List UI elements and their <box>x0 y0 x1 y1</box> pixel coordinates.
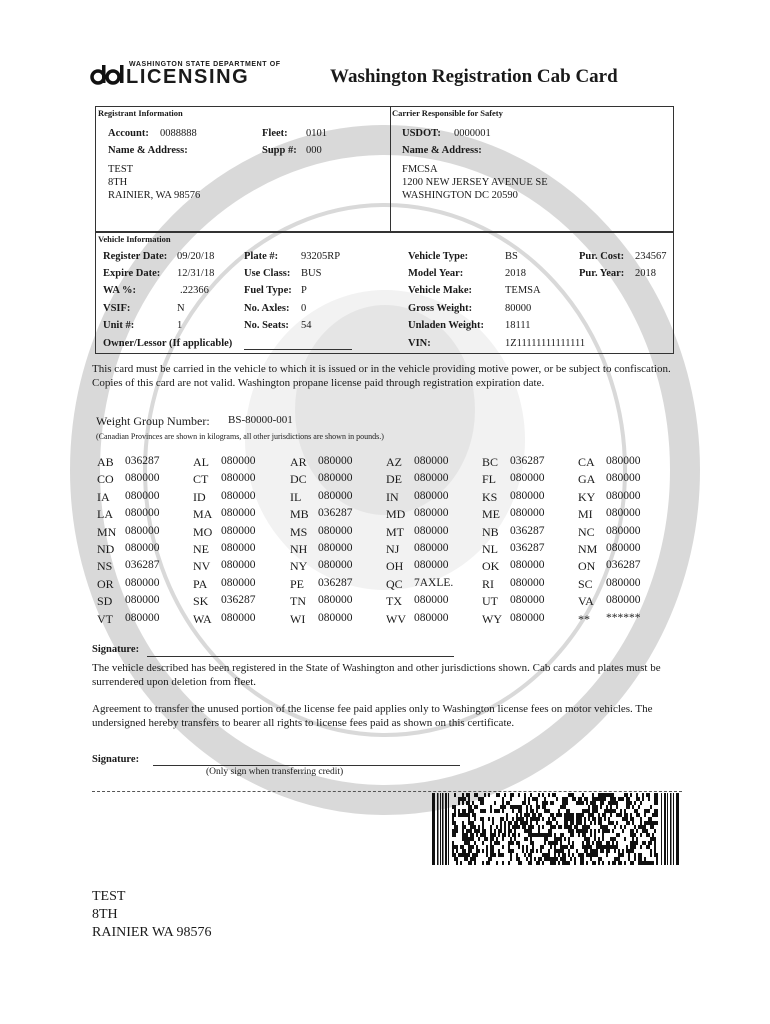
jurisdiction-weight: 080000 <box>606 472 641 485</box>
purchase-cost-value: 234567 <box>635 251 667 262</box>
jurisdiction-weight: 080000 <box>606 524 641 537</box>
jurisdiction-weight: 080000 <box>318 594 353 607</box>
jurisdiction-code: VA <box>578 594 594 609</box>
vin-label: VIN: <box>408 338 431 349</box>
jurisdiction-code: NM <box>578 542 598 556</box>
jurisdiction-code: AR <box>290 455 307 469</box>
surrender-notice: The vehicle described has been registered in the State of Washington and other jurisdictions shown. Cab cards and plates must be surrendered upon deletion from fleet. <box>92 662 661 688</box>
jurisdiction-code: KY <box>578 489 596 504</box>
use-class-value: BUS <box>301 268 322 279</box>
jurisdiction-code: SD <box>97 594 113 609</box>
jurisdiction-code: CT <box>193 472 209 487</box>
jurisdiction-weight: 7AXLE. <box>414 576 454 589</box>
owner-lessor-label: Owner/Lessor (If applicable) <box>103 338 233 349</box>
usdot-label: USDOT: <box>402 128 441 139</box>
jurisdiction-weight: 080000 <box>318 455 353 467</box>
plate-label: Plate #: <box>244 251 279 262</box>
register-date-label: Register Date: <box>103 251 168 262</box>
jurisdiction-code: WA <box>193 611 212 626</box>
jurisdiction-weight: 036287 <box>606 559 641 572</box>
jurisdiction-code: MO <box>193 524 213 539</box>
jurisdiction-code: CO <box>97 472 114 487</box>
jurisdiction-code: OK <box>482 559 500 574</box>
jurisdiction-code: NL <box>482 542 498 556</box>
jurisdiction-weight: 080000 <box>606 455 641 467</box>
unladen-weight-label: Unladen Weight: <box>408 320 484 331</box>
transfer-agreement: Agreement to transfer the unused portion of the license fee paid applies only to Washington license fees on motor vehicles. The undersigned hereby transfers to bearer all rights to license fees paid as shown on this certificate. <box>92 703 653 729</box>
jurisdiction-weight: 036287 <box>510 524 545 537</box>
fleet-value: 0101 <box>306 128 327 139</box>
wa-percent-label: WA %: <box>103 285 136 296</box>
register-date-value: 09/20/18 <box>177 251 215 262</box>
axles-label: No. Axles: <box>244 303 290 314</box>
fuel-type-label: Fuel Type: <box>244 285 292 296</box>
jurisdiction-weight: 080000 <box>125 576 160 589</box>
jurisdiction-weight: 080000 <box>606 542 641 554</box>
axles-value: 0 <box>301 303 307 314</box>
registrant-heading: Registrant Information <box>98 108 183 118</box>
jurisdiction-weight: 080000 <box>125 542 160 554</box>
jurisdiction-weight: 080000 <box>221 489 256 502</box>
unit-label: Unit #: <box>103 320 135 331</box>
registrant-address-line: TEST <box>108 164 134 175</box>
jurisdiction-weight: 080000 <box>414 559 449 572</box>
jurisdiction-weight: 080000 <box>125 524 160 537</box>
jurisdiction-weight: 080000 <box>510 576 545 589</box>
use-class-label: Use Class: <box>244 268 291 279</box>
jurisdiction-weight: 080000 <box>318 472 353 485</box>
vehicle-type-label: Vehicle Type: <box>408 251 469 262</box>
jurisdiction-weight: 080000 <box>125 489 160 502</box>
jurisdiction-code: RI <box>482 576 494 591</box>
model-year-value: 2018 <box>505 268 526 279</box>
jurisdiction-code: GA <box>578 472 596 487</box>
jurisdiction-weight: 080000 <box>414 594 449 607</box>
jurisdiction-code: ** <box>578 611 590 626</box>
weight-group-value: BS-80000-001 <box>228 414 293 426</box>
owner-lessor-line <box>244 349 352 350</box>
jurisdiction-code: NS <box>97 559 113 574</box>
weight-group-label: Weight Group Number: <box>96 414 210 428</box>
gross-weight-label: Gross Weight: <box>408 303 473 314</box>
jurisdiction-code: OH <box>386 559 404 574</box>
jurisdiction-weight: 080000 <box>221 455 256 467</box>
jurisdiction-code: IN <box>386 489 399 504</box>
vin-value: 1Z11111111111111 <box>505 338 586 349</box>
carrier-address-line: WASHINGTON DC 20590 <box>402 190 518 201</box>
transfer-signature-note: (Only sign when transferring credit) <box>206 767 344 777</box>
jurisdiction-weight: 080000 <box>221 507 256 520</box>
mailing-address-line: TEST <box>92 889 126 904</box>
jurisdiction-weight: 080000 <box>221 472 256 485</box>
page-title: Washington Registration Cab Card <box>330 66 618 87</box>
jurisdiction-weight: 080000 <box>414 542 449 554</box>
usdot-value: 0000001 <box>454 128 491 139</box>
jurisdiction-code: LA <box>97 507 113 522</box>
purchase-year-label: Pur. Year: <box>579 268 625 279</box>
jurisdiction-code: MN <box>97 524 117 539</box>
jurisdiction-code: ME <box>482 507 500 522</box>
jurisdiction-code: TN <box>290 594 306 609</box>
jurisdiction-weight: 080000 <box>221 542 256 554</box>
jurisdiction-weight: 036287 <box>125 559 160 572</box>
purchase-cost-label: Pur. Cost: <box>579 251 625 262</box>
jurisdiction-code: WY <box>482 611 502 626</box>
carrier-address-line: FMCSA <box>402 164 438 175</box>
jurisdiction-weight: 080000 <box>414 455 449 467</box>
jurisdiction-weight: 080000 <box>414 472 449 485</box>
gross-weight-value: 80000 <box>505 303 532 314</box>
jurisdiction-weight: 080000 <box>221 576 256 589</box>
jurisdiction-code: WV <box>386 611 406 626</box>
jurisdiction-weight: 080000 <box>318 611 353 624</box>
unit-value: 1 <box>177 320 183 331</box>
registrant-name-label: Name & Address: <box>108 145 188 156</box>
jurisdiction-code: NV <box>193 559 211 574</box>
jurisdiction-weight: 080000 <box>125 611 160 624</box>
vehicle-type-value: BS <box>505 251 518 262</box>
jurisdiction-code: NH <box>290 542 308 556</box>
seats-label: No. Seats: <box>244 320 289 331</box>
jurisdiction-weight: 080000 <box>414 489 449 502</box>
jurisdiction-code: MI <box>578 507 593 522</box>
registrant-box <box>95 106 391 232</box>
plate-value: 93205RP <box>301 251 341 262</box>
jurisdiction-code: OR <box>97 576 114 591</box>
jurisdiction-code: KS <box>482 489 498 504</box>
jurisdiction-code: AZ <box>386 455 402 469</box>
jurisdiction-weight: 080000 <box>318 542 353 554</box>
jurisdiction-weight: 080000 <box>510 507 545 520</box>
fuel-type-value: P <box>301 285 307 296</box>
logo-licensing-text: LICENSING <box>126 66 250 88</box>
jurisdiction-weight: 080000 <box>125 472 160 485</box>
jurisdiction-weight: 080000 <box>414 507 449 520</box>
vehicle-heading: Vehicle Information <box>98 234 171 244</box>
pdf417-barcode <box>432 793 680 865</box>
jurisdiction-weight: 080000 <box>318 489 353 502</box>
fleet-label: Fleet: <box>262 128 288 139</box>
registrant-address-line: RAINIER, WA 98576 <box>108 190 201 201</box>
jurisdiction-weight: 080000 <box>606 594 641 607</box>
transfer-signature-line <box>153 765 460 766</box>
jurisdiction-code: ND <box>97 542 115 556</box>
jurisdiction-weight: 036287 <box>510 542 545 554</box>
jurisdiction-code: SC <box>578 576 593 591</box>
jurisdiction-code: AL <box>193 455 209 469</box>
jurisdiction-code: NJ <box>386 542 400 556</box>
jurisdiction-weight: 080000 <box>318 524 353 537</box>
jurisdiction-weight: 080000 <box>606 507 641 520</box>
jurisdiction-weight: 036287 <box>318 576 353 589</box>
vehicle-make-label: Vehicle Make: <box>408 285 473 296</box>
jurisdiction-code: UT <box>482 594 498 609</box>
wa-percent-value: .22366 <box>180 285 209 296</box>
jurisdiction-weight: 080000 <box>510 559 545 572</box>
jurisdiction-weight: 080000 <box>510 472 545 485</box>
signature-label: Signature: <box>92 644 140 655</box>
jurisdiction-code: MT <box>386 524 404 539</box>
signature-line <box>147 656 454 657</box>
jurisdiction-weight: 080000 <box>221 559 256 572</box>
jurisdiction-code: VT <box>97 611 113 626</box>
logo-department-text: WASHINGTON STATE DEPARTMENT OF <box>129 61 281 68</box>
jurisdiction-code: MB <box>290 507 309 522</box>
jurisdiction-weight: 080000 <box>318 559 353 572</box>
jurisdiction-weight: 036287 <box>221 594 256 607</box>
jurisdiction-code: SK <box>193 594 209 609</box>
jurisdiction-weight: 080000 <box>221 611 256 624</box>
carrier-address-line: 1200 NEW JERSEY AVENUE SE <box>402 177 548 188</box>
transfer-signature-label: Signature: <box>92 754 140 765</box>
jurisdiction-code: WI <box>290 611 306 626</box>
expire-date-value: 12/31/18 <box>177 268 215 279</box>
supp-label: Supp #: <box>262 145 297 156</box>
jurisdiction-code: MS <box>290 524 308 539</box>
jurisdiction-code: NC <box>578 524 595 539</box>
jurisdiction-weight: 080000 <box>510 611 545 624</box>
weight-units-note: (Canadian Provinces are shown in kilograms, all other jurisdictions are shown in pounds.) <box>96 432 384 441</box>
jurisdiction-code: NY <box>290 559 308 574</box>
supp-value: 000 <box>306 145 322 156</box>
expire-date-label: Expire Date: <box>103 268 161 279</box>
jurisdiction-code: BC <box>482 455 499 469</box>
jurisdiction-code: NB <box>482 524 499 539</box>
jurisdiction-weight: 080000 <box>221 524 256 537</box>
unladen-weight-value: 18111 <box>505 320 531 331</box>
jurisdiction-code: CA <box>578 455 595 469</box>
mailing-address-line: 8TH <box>92 907 118 922</box>
jurisdiction-weight: 036287 <box>318 507 353 520</box>
jurisdiction-weight: 080000 <box>606 576 641 589</box>
jurisdiction-code: DC <box>290 472 307 487</box>
carrier-heading: Carrier Responsible for Safety <box>392 108 503 118</box>
dol-logo-icon <box>90 63 124 85</box>
purchase-year-value: 2018 <box>635 268 656 279</box>
jurisdiction-code: PE <box>290 576 305 591</box>
vsif-label: VSIF: <box>103 303 131 314</box>
jurisdiction-weight: 080000 <box>125 507 160 520</box>
jurisdiction-weight: 080000 <box>414 611 449 624</box>
jurisdiction-code: FL <box>482 472 497 487</box>
jurisdiction-code: DE <box>386 472 402 487</box>
jurisdiction-weight: 080000 <box>414 524 449 537</box>
jurisdiction-weight: 080000 <box>125 594 160 607</box>
jurisdiction-code: ON <box>578 559 596 574</box>
jurisdiction-weight: ****** <box>606 611 641 624</box>
jurisdiction-code: AB <box>97 455 114 469</box>
seats-value: 54 <box>301 320 312 331</box>
jurisdiction-code: TX <box>386 594 402 609</box>
jurisdiction-code: QC <box>386 576 403 591</box>
jurisdiction-weight: 036287 <box>125 455 160 467</box>
jurisdiction-code: IL <box>290 489 302 504</box>
carry-notice: This card must be carried in the vehicle to which it is issued or in the vehicle providing motive power, or be subject to confiscation. Copies of this card are not valid. Washington propane license paid through registration expiration date. <box>92 363 671 389</box>
jurisdiction-weight: 080000 <box>606 489 641 502</box>
jurisdiction-code: IA <box>97 489 110 504</box>
jurisdiction-weight: 036287 <box>510 455 545 467</box>
jurisdiction-code: MA <box>193 507 213 522</box>
vehicle-make-value: TEMSA <box>505 285 541 296</box>
mailing-address-line: RAINIER WA 98576 <box>92 925 212 940</box>
jurisdiction-weight: 080000 <box>510 489 545 502</box>
jurisdiction-code: NE <box>193 542 209 556</box>
detach-line <box>92 791 682 792</box>
registrant-address-line: 8TH <box>108 177 128 188</box>
jurisdiction-code: ID <box>193 489 206 504</box>
vsif-value: N <box>177 303 185 314</box>
account-value: 0088888 <box>160 128 197 139</box>
jurisdiction-weight: 080000 <box>510 594 545 607</box>
jurisdiction-code: MD <box>386 507 406 522</box>
account-label: Account: <box>108 128 149 139</box>
carrier-name-label: Name & Address: <box>402 145 482 156</box>
jurisdiction-code: PA <box>193 576 208 591</box>
model-year-label: Model Year: <box>408 268 464 279</box>
